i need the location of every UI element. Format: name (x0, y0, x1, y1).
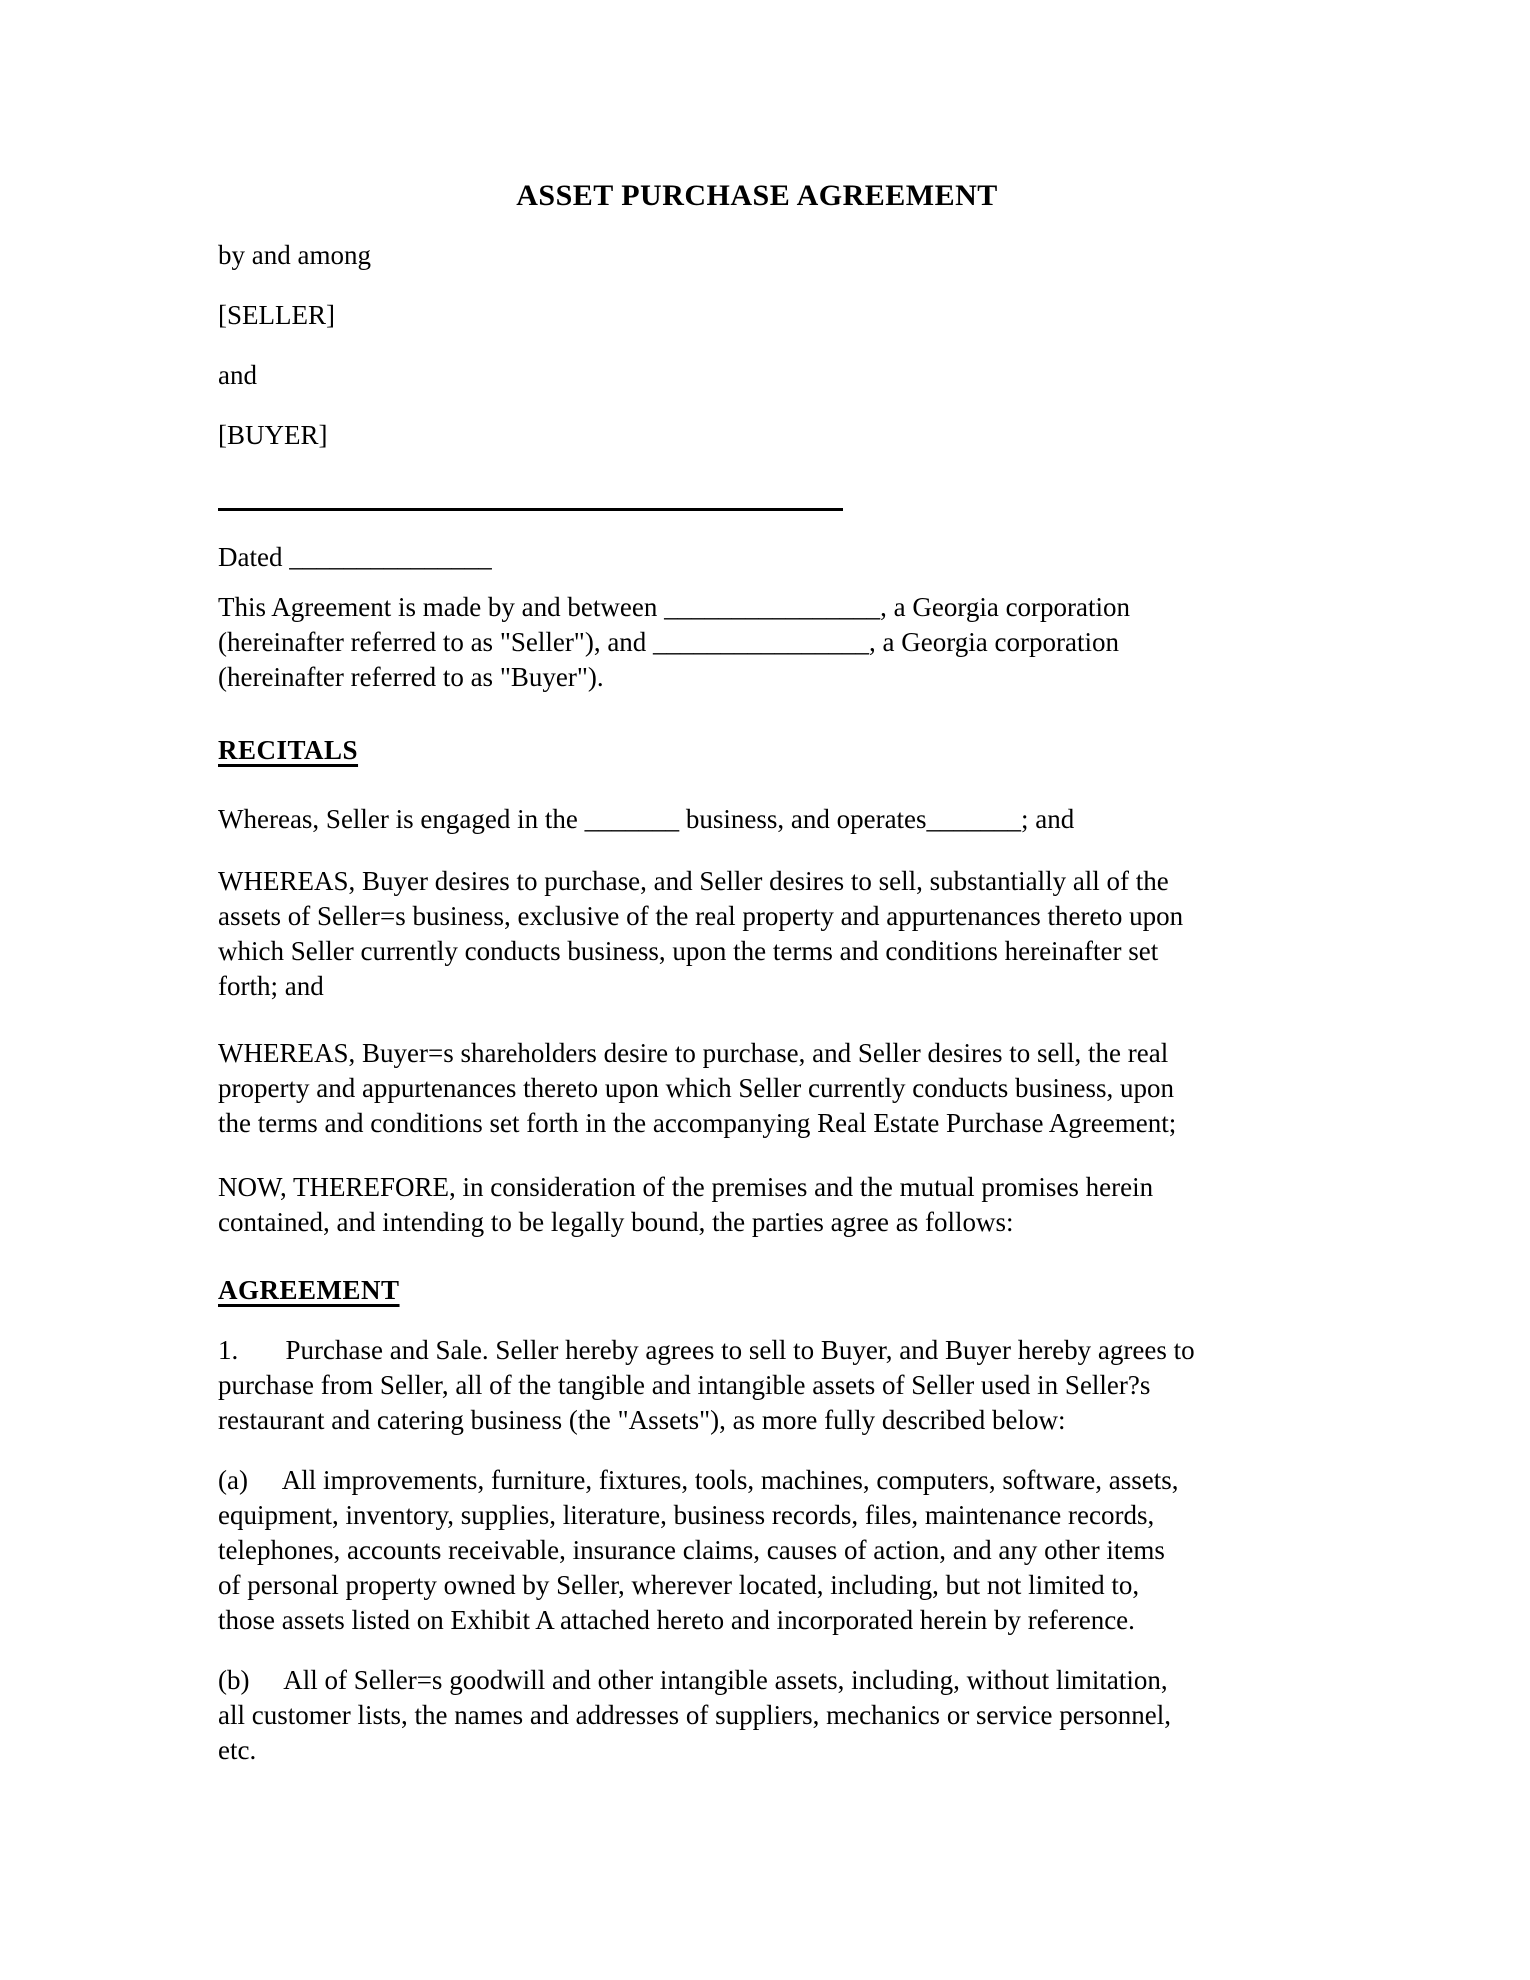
whereas-assets-paragraph (218, 864, 1296, 1004)
text-line: the terms and conditions set forth in the accompanying Real Estate Purchase Agreement; (218, 1108, 1177, 1138)
agreement-heading: AGREEMENT (218, 1275, 400, 1305)
text-line: equipment, inventory, supplies, literature, business records, files, maintenance records, (218, 1500, 1155, 1530)
text-line: assets of Seller=s business, exclusive of the real property and appurtenances thereto upon (218, 901, 1184, 931)
text-line: NOW, THEREFORE, in consideration of the premises and the mutual promises herein (218, 1172, 1154, 1202)
text-line: telephones, accounts receivable, insurance claims, causes of action, and any other items (218, 1535, 1165, 1565)
item-b-paragraph (218, 1663, 1296, 1768)
document-title: ASSET PURCHASE AGREEMENT (516, 179, 998, 212)
text-line: This Agreement is made by and between ________________, a Georgia corporation (218, 592, 1131, 622)
text-line: (b) All of Seller=s goodwill and other intangible assets, including, without limitation, (218, 1665, 1168, 1695)
text-line: contained, and intending to be legally bound, the parties agree as follows: (218, 1207, 1014, 1237)
whereas-business-paragraph (218, 802, 1296, 837)
text-line: (hereinafter referred to as "Buyer"). (218, 662, 604, 692)
text-line: etc. (218, 1735, 257, 1765)
text-line: all customer lists, the names and addresses of suppliers, mechanics or service personnel, (218, 1700, 1171, 1730)
now-therefore-paragraph (218, 1170, 1296, 1240)
preamble-line-and: and (218, 360, 257, 390)
text-line: property and appurtenances thereto upon which Seller currently conducts business, upon (218, 1073, 1174, 1103)
text-line: (a) All improvements, furniture, fixtures, tools, machines, computers, software, assets, (218, 1465, 1179, 1495)
preamble-line-seller: [SELLER] (218, 300, 335, 330)
item-a-paragraph (218, 1463, 1296, 1638)
text-line: which Seller currently conducts business, upon the terms and conditions hereinafter set (218, 936, 1159, 966)
text-line: purchase from Seller, all of the tangible and intangible assets of Seller used in Seller?s (218, 1370, 1151, 1400)
text-line: restaurant and catering business (the "Assets"), as more fully described below: (218, 1405, 1066, 1435)
text-line: WHEREAS, Buyer desires to purchase, and Seller desires to sell, substantially all of the (218, 866, 1169, 896)
text-line: Whereas, Seller is engaged in the _______ business, and operates_______; and (218, 804, 1075, 834)
purchase-and-sale-paragraph (218, 1333, 1296, 1438)
text-line: (hereinafter referred to as "Seller"), and ________________, a Georgia corporation (218, 627, 1119, 657)
preamble-line-by-and-among: by and among (218, 240, 371, 270)
separator-rule (218, 508, 843, 511)
text-line: 1. Purchase and Sale. Seller hereby agrees to sell to Buyer, and Buyer hereby agrees to (218, 1335, 1195, 1365)
dated-line: Dated _______________ (218, 542, 492, 572)
recitals-heading: RECITALS (218, 735, 359, 765)
text-line: those assets listed on Exhibit A attached hereto and incorporated herein by reference. (218, 1605, 1135, 1635)
made-between-paragraph (218, 590, 1296, 695)
whereas-real-property-paragraph (218, 1036, 1296, 1141)
text-line: forth; and (218, 971, 324, 1001)
text-line: WHEREAS, Buyer=s shareholders desire to purchase, and Seller desires to sell, the real (218, 1038, 1169, 1068)
preamble-line-buyer: [BUYER] (218, 420, 328, 450)
text-line: of personal property owned by Seller, wherever located, including, but not limited to, (218, 1570, 1140, 1600)
